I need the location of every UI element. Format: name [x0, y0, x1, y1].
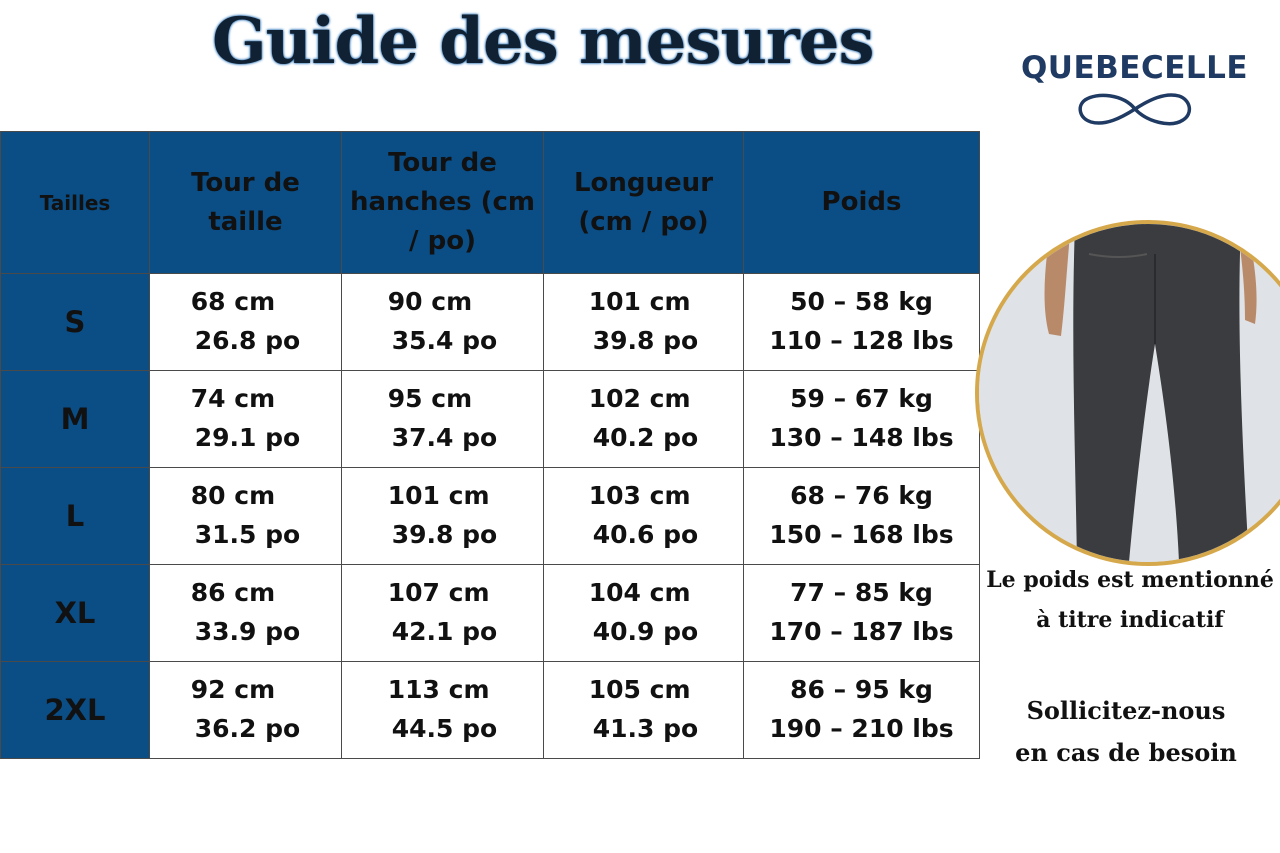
cell-tour-de-taille-line: 31.5 po [194, 520, 301, 549]
cell-tour-de-taille [150, 662, 342, 759]
cell-tour-de-hanches [342, 662, 544, 759]
cell-longueur-line: 40.6 po [592, 520, 699, 549]
cell-tour-de-taille-line: 68 cm [190, 287, 276, 317]
model-photo [975, 220, 1280, 566]
size-chart-table [0, 131, 980, 759]
cell-longueur [544, 371, 744, 468]
cell-tour-de-hanches [342, 274, 544, 371]
table-header-row [1, 132, 980, 274]
cell-tour-de-taille [150, 371, 342, 468]
cell-poids [744, 565, 980, 662]
page-title: Guide des mesures [212, 4, 874, 79]
cell-tour-de-hanches-line: 44.5 po [391, 714, 498, 743]
cell-tour-de-taille-line: 74 cm [190, 384, 276, 414]
header-tailles: Tailles [1, 132, 150, 274]
brand-logo [1012, 50, 1257, 130]
cell-longueur [544, 662, 744, 759]
cell-tour-de-hanches-line: 35.4 po [391, 326, 498, 355]
table-row [1, 662, 980, 759]
cell-tour-de-taille [150, 565, 342, 662]
cell-tour-de-hanches-line: 90 cm [387, 287, 473, 317]
cell-longueur [544, 274, 744, 371]
cell-poids-line: 130 – 148 lbs [769, 423, 954, 452]
header-longueur: Longueur (cm / po) [544, 132, 744, 274]
contact-note: Sollicitez-nous en cas de besoin [1015, 696, 1237, 767]
cell-longueur-line: 39.8 po [592, 326, 699, 355]
cell-longueur [544, 565, 744, 662]
cell-poids [744, 274, 980, 371]
table-row [1, 468, 980, 565]
cell-tour-de-hanches [342, 468, 544, 565]
cell-poids-line: 68 – 76 kg [790, 481, 933, 511]
cell-tour-de-taille-line: 33.9 po [194, 617, 301, 646]
brand-name: QUEBECELLE [1020, 50, 1249, 86]
header-tour-de-taille: Tour de taille [150, 132, 342, 274]
cell-poids [744, 662, 980, 759]
cell-size: L [1, 468, 150, 565]
cell-tour-de-hanches-line: 107 cm [387, 578, 490, 608]
cell-tour-de-hanches-line: 37.4 po [391, 423, 498, 452]
cell-poids-line: 110 – 128 lbs [769, 326, 954, 355]
cell-longueur-line: 40.9 po [592, 617, 699, 646]
cell-tour-de-hanches [342, 565, 544, 662]
cell-longueur-line: 103 cm [588, 481, 691, 511]
cell-tour-de-taille-line: 26.8 po [194, 326, 301, 355]
cell-tour-de-taille-line: 29.1 po [194, 423, 301, 452]
cell-longueur-line: 105 cm [588, 675, 691, 705]
weight-note: Le poids est mentionné à titre indicatif [986, 567, 1274, 633]
cell-tour-de-hanches-line: 101 cm [387, 481, 490, 511]
header-tour-de-hanches: Tour de hanches (cm / po) [342, 132, 544, 274]
cell-longueur-line: 104 cm [588, 578, 691, 608]
infinity-icon [1075, 88, 1195, 130]
cell-tour-de-hanches-line: 95 cm [387, 384, 473, 414]
cell-tour-de-taille-line: 86 cm [190, 578, 276, 608]
cell-longueur-line: 101 cm [588, 287, 691, 317]
cell-tour-de-hanches-line: 39.8 po [391, 520, 498, 549]
cell-tour-de-hanches-line: 42.1 po [391, 617, 498, 646]
table-row [1, 274, 980, 371]
cell-size: 2XL [1, 662, 150, 759]
pants-illustration [979, 224, 1280, 562]
cell-longueur-line: 40.2 po [592, 423, 699, 452]
cell-size: S [1, 274, 150, 371]
cell-tour-de-hanches [342, 371, 544, 468]
cell-tour-de-taille-line: 36.2 po [194, 714, 301, 743]
cell-tour-de-taille [150, 468, 342, 565]
cell-longueur-line: 41.3 po [592, 714, 699, 743]
cell-longueur [544, 468, 744, 565]
cell-tour-de-taille-line: 92 cm [190, 675, 276, 705]
cell-longueur-line: 102 cm [588, 384, 691, 414]
cell-poids-line: 190 – 210 lbs [769, 714, 954, 743]
cell-tour-de-taille [150, 274, 342, 371]
cell-poids [744, 371, 980, 468]
cell-poids-line: 170 – 187 lbs [769, 617, 954, 646]
cell-size: XL [1, 565, 150, 662]
cell-poids-line: 59 – 67 kg [790, 384, 933, 414]
cell-poids-line: 86 – 95 kg [790, 675, 933, 705]
cell-poids [744, 468, 980, 565]
header-poids: Poids [744, 132, 980, 274]
cell-poids-line: 77 – 85 kg [790, 578, 933, 608]
cell-poids-line: 50 – 58 kg [790, 287, 933, 317]
cell-poids-line: 150 – 168 lbs [769, 520, 954, 549]
cell-tour-de-hanches-line: 113 cm [387, 675, 490, 705]
table-row [1, 371, 980, 468]
cell-tour-de-taille-line: 80 cm [190, 481, 276, 511]
table-row [1, 565, 980, 662]
cell-size: M [1, 371, 150, 468]
